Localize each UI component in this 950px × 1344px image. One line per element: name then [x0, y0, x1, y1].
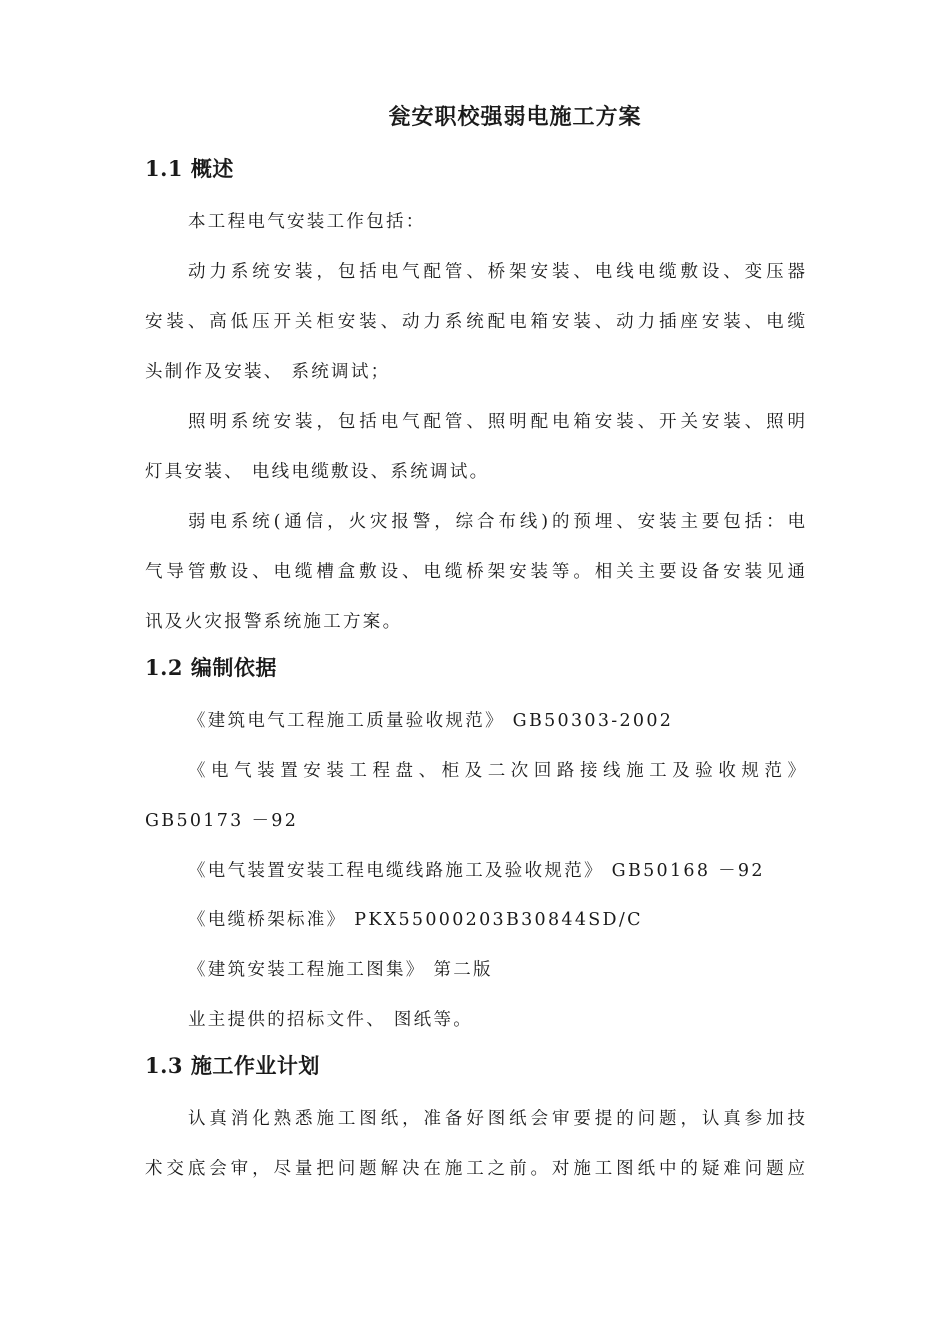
reference-line: GB50173 －92 [145, 811, 299, 831]
paragraph-line: 动力系统安装，包括电气配管、桥架安装、电线电缆敷设、变压器 [188, 262, 805, 282]
section-heading-work-plan: 1.3 施工作业计划 [145, 1053, 320, 1078]
section-heading-overview: 1.1 概述 [145, 156, 234, 181]
paragraph-line: 头制作及安装、 系统调试； [145, 362, 391, 382]
paragraph-line: 气导管敷设、电缆槽盒敷设、电缆桥架安装等。相关主要设备安装见通 [145, 562, 805, 582]
reference-line: 《建筑电气工程施工质量验收规范》 GB50303-2002 [188, 711, 674, 731]
reference-line: 业主提供的招标文件、 图纸等。 [188, 1010, 474, 1030]
paragraph-line: 讯及火灾报警系统施工方案。 [145, 612, 403, 632]
document-title: 瓮安职校强弱电施工方案 [388, 104, 642, 130]
reference-line: 《建筑安装工程施工图集》 第二版 [188, 960, 493, 980]
paragraph-line: 照明系统安装，包括电气配管、照明配电箱安装、开关安装、照明 [188, 412, 805, 432]
reference-line: 《电缆桥架标准》 PKX55000203B30844SD/C [188, 910, 643, 930]
reference-line: 《电气装置安装工程电缆线路施工及验收规范》 GB50168 －92 [188, 861, 765, 881]
paragraph-line: 术交底会审，尽量把问题解决在施工之前。对施工图纸中的疑难问题应 [145, 1159, 805, 1179]
paragraph-line: 本工程电气安装工作包括： [188, 212, 426, 232]
paragraph-line: 灯具安装、 电线电缆敷设、系统调试。 [145, 462, 490, 482]
reference-line: 《电气装置安装工程盘、柜及二次回路接线施工及验收规范》 [188, 761, 805, 781]
paragraph-line: 弱电系统(通信，火灾报警，综合布线)的预埋、安装主要包括：电 [188, 512, 805, 532]
section-heading-basis: 1.2 编制依据 [145, 655, 277, 680]
paragraph-line: 认真消化熟悉施工图纸，准备好图纸会审要提的问题，认真参加技 [188, 1109, 805, 1129]
paragraph-line: 安装、高低压开关柜安装、动力系统配电箱安装、动力插座安装、电缆 [145, 312, 805, 332]
